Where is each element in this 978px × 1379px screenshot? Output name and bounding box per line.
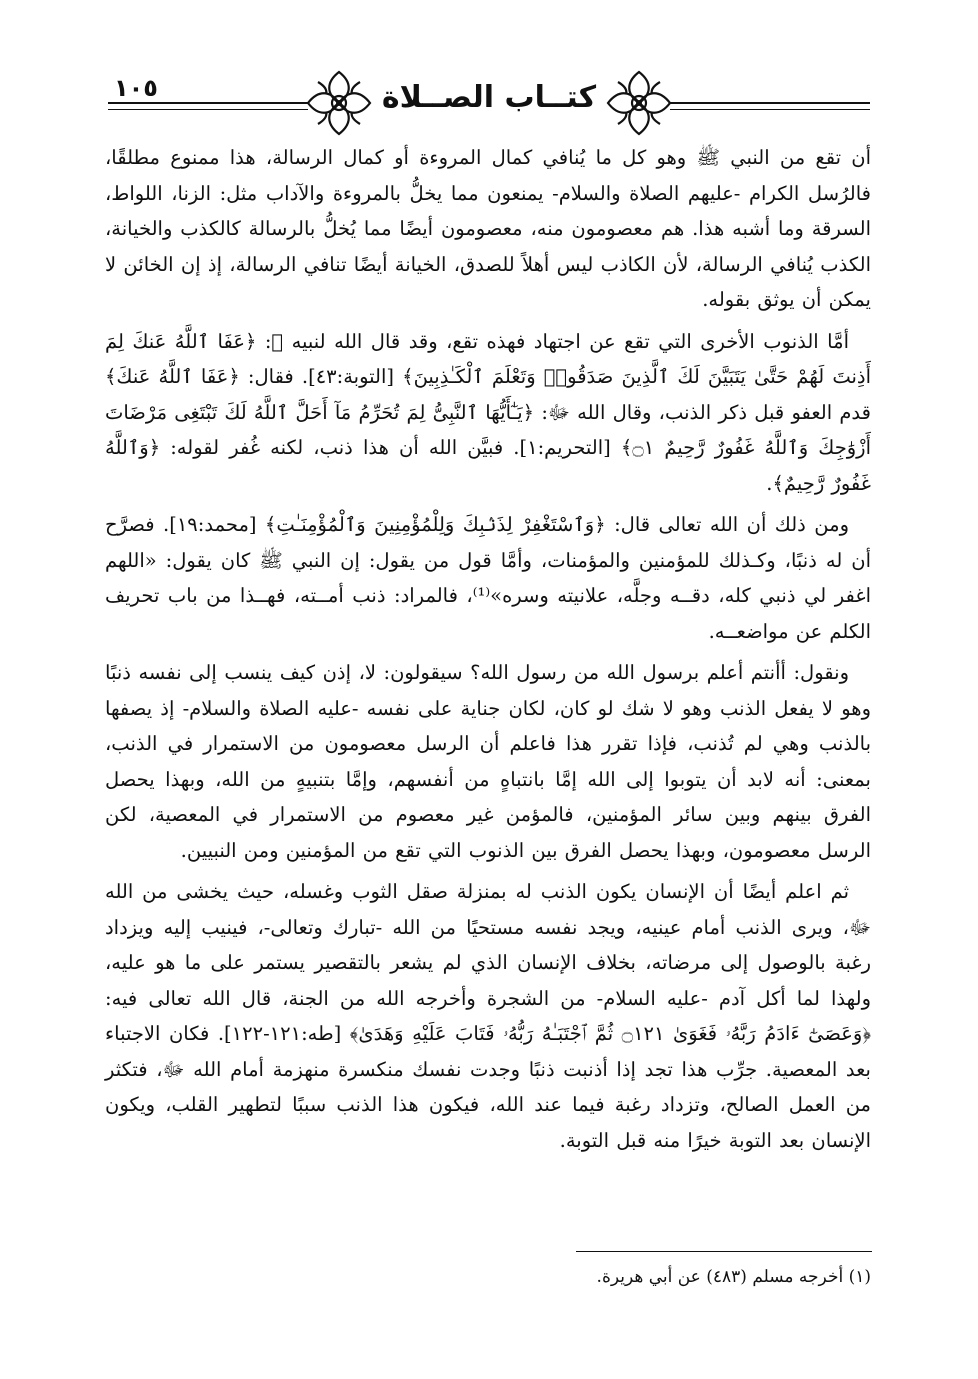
arabesque-ornament-icon bbox=[604, 68, 674, 138]
page-header bbox=[108, 62, 870, 132]
paragraph: ومن ذلك أن الله تعالى قال: ﴿وَٱسْتَغْفِرْ لِذَنۢبِكَ وَلِلْمُؤْمِنِينَ وَٱلْمُؤْمِنَـٰتِ﴾ [محمد:١٩]. فصرَّح أن له ذنبًا، وكـذلك للمؤمنين والمؤمنات، وأمَّا قول من يقول: إن النبي ﷺ كان يقول: «اللهم اغفر لي ذنبي كله، دقــه وجلَّه، علانيته وسره»⁽¹⁾، فالمراد: ذنب أمــته، فهــذا من باب تحريف الكلم عن مواضعــه. bbox=[105, 513, 871, 643]
paragraph: ثم اعلم أيضًا أن الإنسان يكون الذنب له بمنزلة صقل الثوب وغسله، حيث يخشى من الله ﷻ، ويرى الذنب أمام عينيه، ويجد نفسه مستحيًا من الله -تبارك وتعالى-، فينيب إليه ويزداد رغبة بالوصول إلى مرضاته، بخلاف الإنسان الذي لم يشعر بالتقصير يستمر على ما هو عليه، ولهذا لما أكل آدم -عليه السلام- من الشجرة وأخرجه الله من الجنة، قال الله تعالى فيه: ﴿وَعَصَىٰٓ ءَادَمُ رَبَّهُۥ فَغَوَىٰ ۝١٢١ ثُمَّ ٱجْتَبَـٰهُ رَبُّهُۥ فَتَابَ عَلَيْهِ وَهَدَىٰ﴾ [طه:١٢١-١٢٢]. فكان الاجتباء بعد المعصية. جرِّب هذا تجد إذا أذنبت ذنبًا وجدت نفسك منكسرة منهزمة أمام الله ﷻ، فتكثر من العمل الصالح، وتزداد رغبة فيما عند الله، فيكون هذا الذنب سببًا لتطهير القلب، ويكون الإنسان بعد التوبة خيرًا منه قبل التوبة. bbox=[105, 880, 871, 1152]
paragraph: أن تقع من النبي ﷺ وهو كل ما يُنافي كمال المروءة أو كمال الرسالة، هذا ممنوع مطلقًا، فالرُسل الكرام -عليهم الصلاة والسلام- يمنعون مما يخلُّ بالمروءة والآداب مثل: الزنا، اللواط، السرقة وما أشبه هذا. هم معصومون منه، معصومون أيضًا مما يُخلُّ بالرسالة كالكذب والخيانة، الكذب يُنافي الرسالة، لأن الكاذب ليس أهلاً للصدق، الخيانة أيضًا تنافي الرسالة، إذ إن الخائن لا يمكن أن يوثق بقوله. bbox=[105, 146, 871, 311]
book-title: كتــاب الصــلاة bbox=[381, 80, 597, 115]
paragraph: أمَّا الذنوب الأخرى التي تقع عن اجتهاد فهذه تقع، وقد قال الله لنبيه ﷺ: ﴿عَفَا ٱللَّهُ عَنكَ لِمَ أَذِنتَ لَهُمْ حَتَّىٰ يَتَبَيَّنَ لَكَ ٱلَّذِينَ صَدَقُوا۟ وَتَعْلَمَ ٱلْكَـٰذِبِينَ﴾ [التوبة:٤٣]. فقال: ﴿عَفَا ٱللَّهُ عَنكَ﴾ قدم العفو قبل ذكر الذنب، وقال الله ﷻ: ﴿يَـٰٓأَيُّهَا ٱلنَّبِىُّ لِمَ تُحَرِّمُ مَآ أَحَلَّ ٱللَّهُ لَكَ تَبْتَغِى مَرْضَاتَ أَزْوَٰجِكَ وَٱللَّهُ غَفُورٌ رَّحِيمٌ ۝١﴾ [التحريم:١]. فبيَّن الله أن هذا ذنب، لكنه غُفر لقوله: ﴿وَٱللَّهُ غَفُورٌ رَّحِيمٌ﴾. bbox=[105, 329, 871, 495]
footnote: (١) أخرجه مسلم (٤٨٣) عن أبي هريرة. bbox=[596, 1267, 871, 1287]
header-rule-left bbox=[108, 102, 308, 110]
header-rule-right bbox=[670, 102, 870, 110]
paragraph: ونقول: أأنتم أعلم برسول الله من رسول الله؟ سيقولون: لا، إذن كيف ينسب إلى نفسه ذنبًا وهو لا يفعل الذنب وهو لا شك لو كان، لكان جناية على نفسه -عليه الصلاة والسلام- إذ يصفها بالذنب وهي لم تُذنب، فإذا تقرر هذا فاعلم أن الرسل معصومون من الاستمرار في الذنب، بمعنى: أنه لابد أن يتوبوا إلى الله إمَّا بانتباهٍ من أنفسهم، وإمَّا بتنبيهٍ من الله، وبهذا يحصل الفرق بينهم وبين سائر المؤمنين، فالمؤمن غير معصوم من الاستمرار في المعصية، لكن الرسل معصومون، وبهذا يحصل الفرق بين الذنوب التي تقع من المؤمنين ومن النبيين. bbox=[105, 661, 871, 862]
page-body bbox=[105, 140, 871, 1158]
page-number: ١٠٥ bbox=[114, 74, 158, 102]
arabesque-ornament-icon bbox=[304, 68, 374, 138]
footnote-separator bbox=[576, 1251, 872, 1252]
